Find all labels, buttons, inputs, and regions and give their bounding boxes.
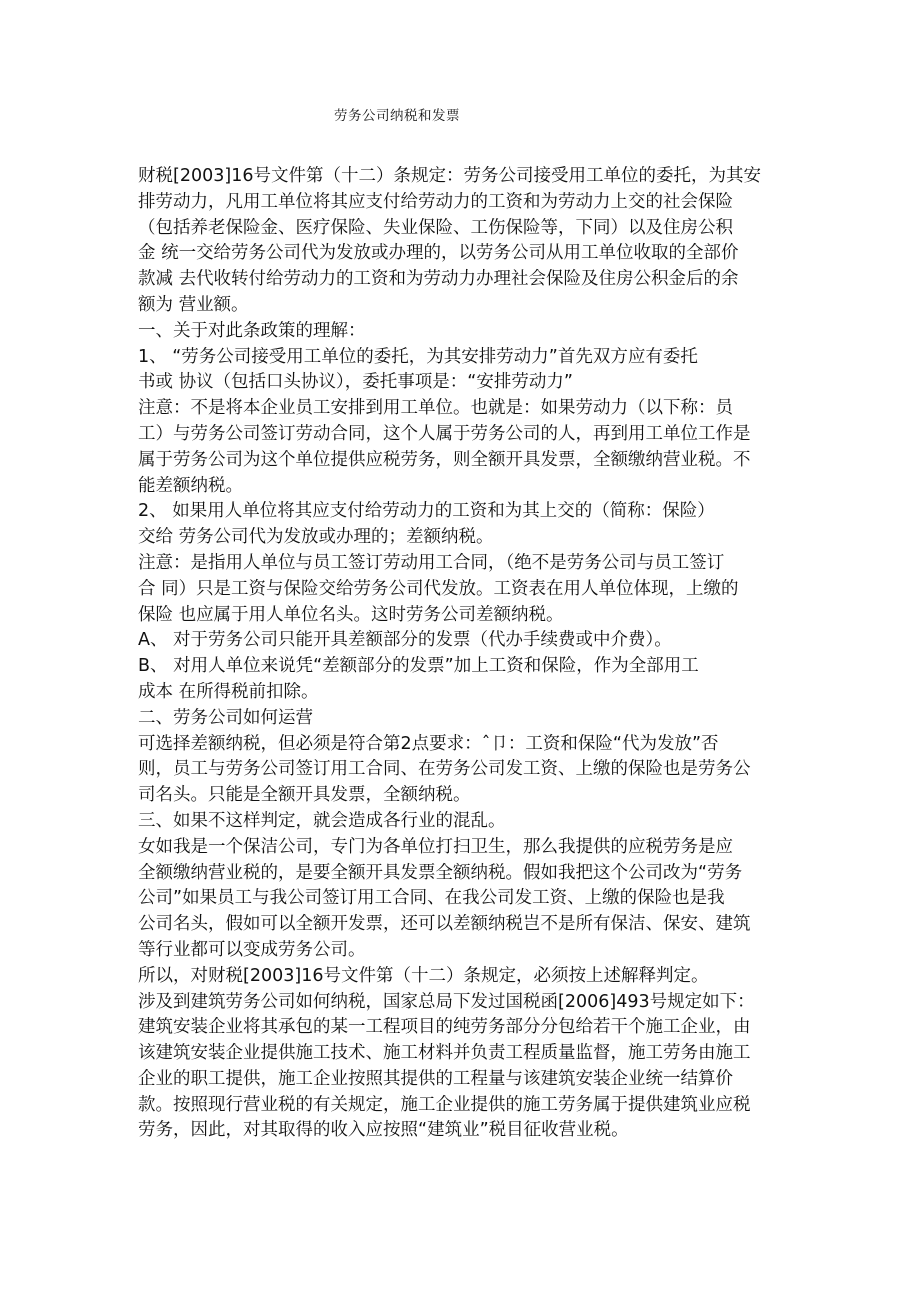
body-line: 可选择差额纳税，但必须是符合第2点要求：ˆ卩：工资和保险“代为发放”否 (138, 733, 719, 754)
body-line: 公司名头，假如可以全额开发票，还可以差额纳税岂不是所有保洁、保安、建筑 (138, 914, 751, 935)
body-line: 劳务，因此，对其取得的收入应按照“建筑业”税目征收营业税。 (138, 1120, 629, 1141)
body-line: 工）与劳务公司签订劳动合同，这个人属于劳务公司的人，再到用工单位工作是 (138, 423, 751, 444)
body-line: 排劳动力，凡用工单位将其应支付给劳动力的工资和为劳动力上交的社会保险 (138, 191, 733, 212)
body-line: 成本 在所得税前扣除。 (138, 681, 319, 702)
body-line: 能差额纳税。 (138, 475, 243, 496)
body-line: B、 对用人单位来说凭“差额部分的发票”加上工资和保险，作为全部用工 (138, 656, 699, 677)
body-line: 企业的职工提供，施工企业按照其提供的工程量与该建筑安装企业统一结算价 (138, 1068, 733, 1089)
body-line: A、 对于劳务公司只能开具差额部分的发票（代办手续费或中介费）。 (138, 630, 672, 651)
body-line: 女如我是一个保洁公司，专门为各单位打扫卫生，那么我提供的应税劳务是应 (138, 836, 733, 857)
body-line: 属于劳务公司为这个单位提供应税劳务，则全额开具发票，全额缴纳营业税。不 (138, 449, 751, 470)
document-title: 劳务公司纳税和发票 (334, 108, 460, 124)
body-line: 司名头。只能是全额开具发票，全额纳税。 (138, 785, 471, 806)
body-line: 建筑安装企业将其承包的某一工程项目的纯劳务部分分包给若干个施工企业，由 (138, 1017, 751, 1038)
body-line: （包括养老保险金、医疗保险、失业保险、工伤保险等，下同）以及住房公积 (138, 217, 733, 238)
body-line: 金 统一交给劳务公司代为发放或办理的，以劳务公司从用工单位收取的全部价 (138, 243, 739, 264)
body-line: 书或 协议（包括口头协议），委托事项是：“安排劳动力” (138, 372, 573, 393)
document-body (138, 164, 788, 1144)
body-line: 注意：是指用人单位与员工签订劳动用工合同，（绝不是劳务公司与员工签订 (138, 552, 725, 573)
body-line: 则，员工与劳务公司签订用工合同、在劳务公司发工资、上缴的保险也是劳务公 (138, 759, 751, 780)
body-line: 保险 也应属于用人单位名头。这时劳务公司差额纳税。 (138, 604, 564, 625)
section-heading: 二、劳务公司如何运营 (138, 707, 313, 728)
body-line: 款减 去代收转付给劳动力的工资和为劳动力办理社会保险及住房公积金后的余 (138, 269, 739, 290)
body-line: 额为 营业额。 (138, 294, 249, 315)
body-line: 等行业都可以变成劳务公司。 (138, 939, 366, 960)
body-line: 所以，对财税[2003]16号文件第（十二）条规定，必须按上述解释判定。 (138, 965, 709, 986)
section-heading: 三、如果不这样判定，就会造成各行业的混乱。 (138, 810, 506, 831)
body-line: 该建筑安装企业提供施工技术、施工材料并负责工程质量监督，施工劳务由施工 (138, 1043, 751, 1064)
body-line: 财税[2003]16号文件第（十二）条规定：劳务公司接受用工单位的委托，为其安 (138, 166, 761, 186)
body-line: 1、 “劳务公司接受用工单位的委托，为其安排劳动力”首先双方应有委托 (138, 346, 698, 367)
body-line: 注意：不是将本企业员工安排到用工单位。也就是：如果劳动力（以下称：员 (138, 398, 733, 419)
body-line: 款。按照现行营业税的有关规定，施工企业提供的施工劳务属于提供建筑业应税 (138, 1094, 751, 1115)
section-heading: 一、关于对此条政策的理解： (138, 320, 366, 341)
body-line: 2、 如果用人单位将其应支付给劳动力的工资和为其上交的（简称：保险） (138, 501, 715, 522)
body-line: 合 同）只是工资与保险交给劳务公司代发放。工资表在用人单位体现，上缴的 (138, 578, 739, 599)
body-line: 全额缴纳营业税的，是要全额开具发票全额纳税。假如我把这个公司改为“劳务 (138, 862, 743, 883)
body-line: 公司”如果员工与我公司签订用工合同、在我公司发工资、上缴的保险也是我 (138, 888, 725, 909)
body-line: 交给 劳务公司代为发放或办理的；差额纳税。 (138, 527, 494, 548)
body-line: 涉及到建筑劳务公司如何纳税，国家总局下发过国税函[2006]493号规定如下： (138, 991, 755, 1012)
